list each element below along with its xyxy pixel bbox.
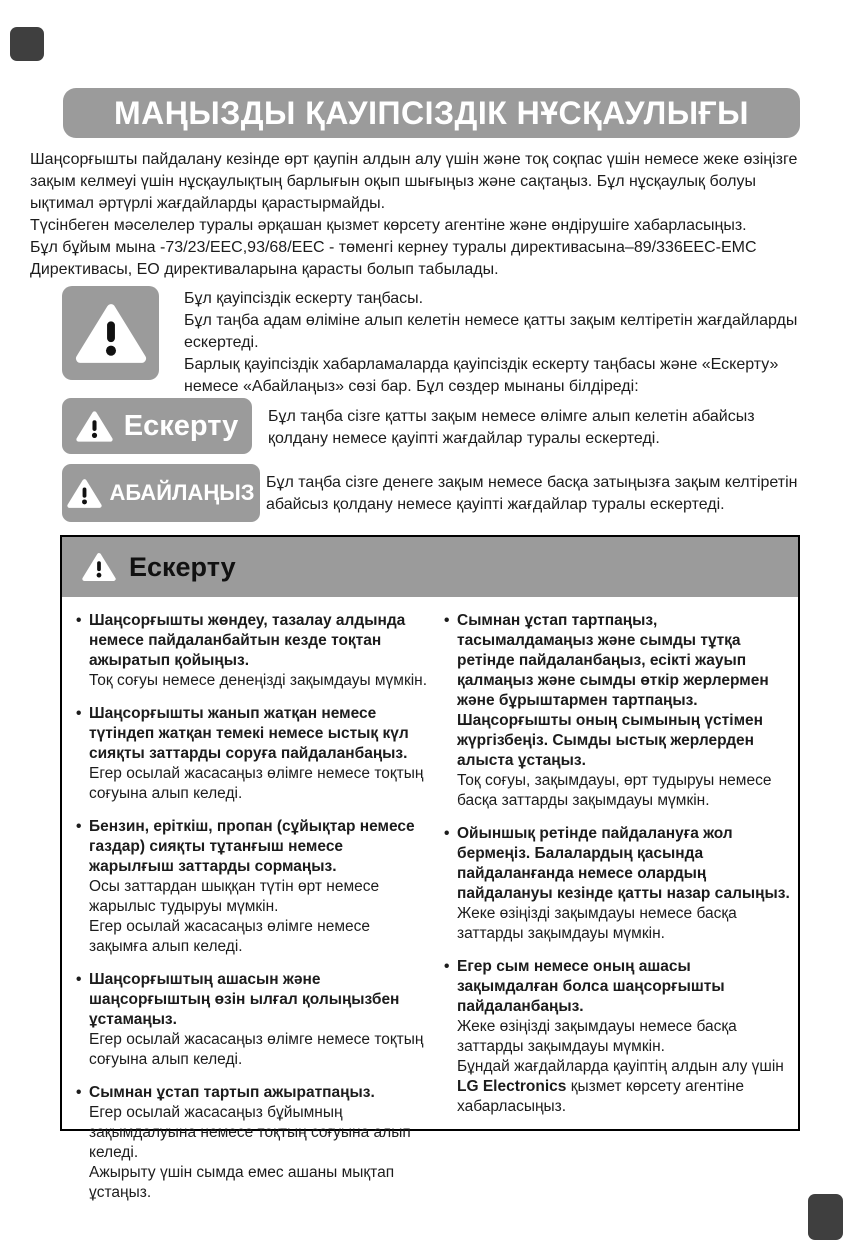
warning-badge-description: Бұл таңба сізге қатты зақым немесе өлімге алып келетін абайсыз қолдану немесе қауіпті жағдайлар туралы ескертеді. — [268, 408, 755, 447]
warning-item-heading: • Бензин, еріткіш, пропан (сұйықтар немесе газдар) сияқты тұтанғыш немесе жарылғыш заттарды сормаңыз. — [89, 818, 415, 875]
warning-item-body: Ажырыту үшін сымда емес ашаны мықтап ұстаңыз. — [89, 1164, 395, 1201]
warning-badge — [62, 398, 252, 454]
warning-list-right — [444, 611, 796, 1130]
page-title-bar — [63, 88, 800, 138]
warning-section — [60, 535, 800, 1201]
warning-item-heading: • Ойыншық ретінде пайдалануға жол бермеңіз. Балалардың қасында пайдаланғанда немесе олардың пайдалануы кезінде қатты назар салыңыз. — [457, 825, 790, 902]
intro-paragraph: Шаңсорғышты пайдалану кезінде өрт қаупін алдын алу үшін және тоқ соқпас үшін немесе жеке өзіңізге зақым келмеуі үшін нұсқаулықтың барлығын оқып шығыңыз және сақтаңыз. Бұл нұсқаулық болуы ықтимал әртүрлі жағдайларды қарастырмайды. — [30, 151, 798, 212]
warning-item-body: Бұндай жағдайларда қауіптің алдын алу үшін LG Electronics қызмет көрсету агентіне хабарласыңыз. — [457, 1058, 784, 1115]
intro-paragraph: Түсінбеген мәселелер туралы әрқашан қызмет көрсету агентіне және өндірушіге хабарласыңыз. — [30, 217, 747, 234]
warning-item — [76, 970, 432, 1070]
warning-triangle-icon — [75, 302, 147, 365]
warning-item-body: Егер осылай жасасаңыз өлімге немесе тоқтың соғуына алып келеді. — [89, 1031, 424, 1068]
caution-badge-label: АБАЙЛАҢЫЗ — [109, 480, 255, 505]
warning-item — [76, 611, 432, 691]
page-corner-mark-top-left — [10, 27, 44, 61]
warning-item-heading: • Шаңсорғышты жанып жатқан немесе түтіндеп жатқан темекі немесе ыстық күл сияқты заттарды соруға пайдаланбаңыз. — [89, 705, 409, 762]
warning-item-body: Егер осылай жасасаңыз өлімге немесе тоқтың соғуына алып келеді. — [89, 765, 424, 802]
warning-item-body: Тоқ соғуы, зақымдауы, өрт тудыруы немесе басқа заттарды зақымдауы мүмкін. — [457, 772, 772, 809]
warning-item-heading: • Сымнан ұстап тартпаңыз, тасымалдамаңыз және сымды тұтқа ретінде пайдаланбаңыз, есікті жауып қалмаңыз және сымды өткір жерлермен және бұрыштармен тартпаңыз. Шаңсорғышты оның сымының үстімен жүргізбеңіз. Сымды ыстық жерлерден алыста ұстаңыз. — [457, 612, 769, 769]
warning-item-body: Жеке өзіңізді зақымдауы немесе басқа заттарды зақымдауы мүмкін. — [457, 905, 737, 942]
warning-section-title: Ескерту — [129, 551, 236, 582]
warning-item — [76, 1083, 432, 1203]
warning-list-left — [76, 611, 432, 1216]
intro-text — [30, 149, 824, 281]
safety-symbol-note — [184, 288, 814, 398]
symbol-note-line: Бұл таңба адам өліміне алып келетін немесе қатты зақым келтіретін жағдайларды ескертеді. — [184, 312, 798, 351]
caution-badge-description: Бұл таңба сізге денеге зақым немесе басқа затыңызға зақым келтіретін абайсыз қолдану немесе қауіпті жағдайлар туралы ескертеді. — [266, 474, 798, 513]
symbol-note-line: Барлық қауіпсіздік хабарламаларда қауіпсіздік ескерту таңбасы және «Ескерту» немесе «Абайлаңыз» сөзі бар. Бұл сөздер мынаны білдіреді: — [184, 356, 779, 395]
warning-item — [76, 704, 432, 804]
warning-item-heading: • Шаңсорғышты жөндеу, тазалау алдында немесе пайдаланбайтын кезде тоқтан ажыратып қойыңыз. — [89, 612, 406, 669]
safety-alert-symbol — [62, 286, 159, 380]
warning-triangle-icon — [67, 478, 102, 509]
warning-triangle-icon — [76, 410, 113, 443]
warning-item-heading: • Сымнан ұстап тартып ажыратпаңыз. — [89, 1084, 375, 1101]
warning-item-heading: • Шаңсорғыштың ашасын және шаңсорғыштың өзін ылғал қолыңызбен ұстамаңыз. — [89, 971, 400, 1028]
warning-item — [444, 957, 796, 1117]
warning-section-header — [62, 537, 798, 597]
warning-item-body: Осы заттардан шыққан түтін өрт немесе жарылыс тудыруы мүмкін. — [89, 878, 380, 915]
warning-item — [76, 817, 432, 957]
page-corner-mark-bottom-right — [808, 1194, 843, 1240]
warning-badge-label: Ескерту — [123, 409, 239, 442]
warning-item-body: Егер осылай жасасаңыз өлімге немесе зақымға алып келеді. — [89, 918, 371, 955]
caution-badge — [62, 464, 260, 522]
warning-item — [444, 824, 796, 944]
symbol-note-line: Бұл қауіпсіздік ескерту таңбасы. — [184, 290, 424, 307]
warning-item-body: Тоқ соғуы немесе денеңізді зақымдауы мүмкін. — [89, 672, 428, 689]
warning-item-body: Егер осылай жасасаңыз бұйымның зақымдалуына немесе тоқтың соғуына алып келеді. — [89, 1104, 411, 1161]
warning-item-body: Жеке өзіңізді зақымдауы немесе басқа заттарды зақымдауы мүмкін. — [457, 1018, 737, 1055]
intro-paragraph: Бұл бұйым мына -73/23/EEC,93/68/EEC - төменгі кернеу туралы директивасына–89/336EEC-EMC Директивасы, ЕО директиваларына қарасты болып табылады. — [30, 239, 757, 278]
warning-item — [444, 611, 796, 811]
warning-triangle-icon — [82, 552, 116, 582]
page-title: МАҢЫЗДЫ ҚАУІПСІЗДІК НҰСҚАУЛЫҒЫ — [113, 94, 749, 131]
warning-item-heading: • Егер сым немесе оның ашасы зақымдалған болса шаңсорғышты пайдаланбаңыз. — [457, 958, 725, 1015]
